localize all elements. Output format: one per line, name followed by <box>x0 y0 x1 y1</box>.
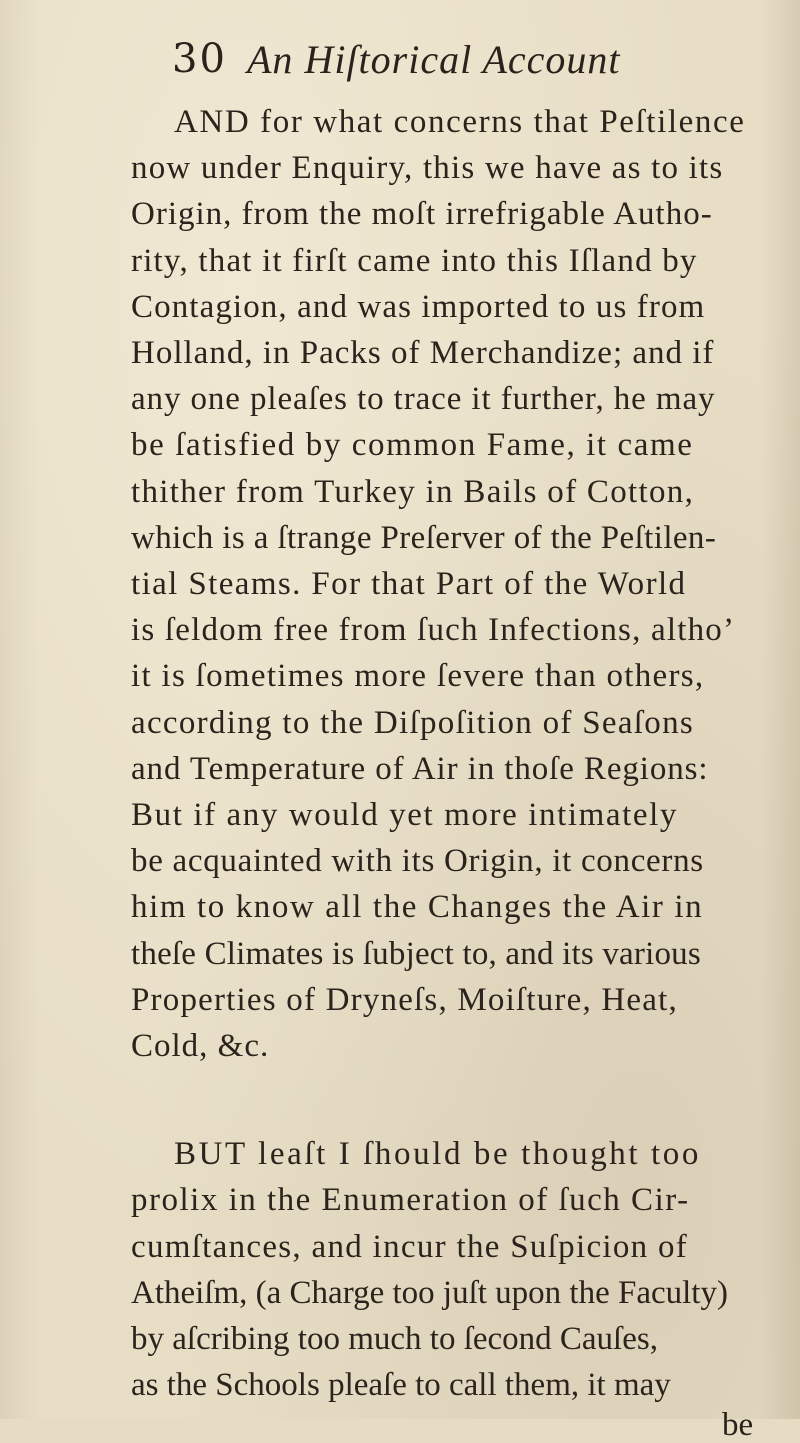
text-line: theſe Climates is ſubject to, and its various <box>131 935 701 972</box>
text-line: Atheiſm, (a Charge too juſt upon the Faculty) <box>131 1274 728 1311</box>
running-head: An Hiſtorical Account <box>247 37 621 82</box>
text-line: it is ſometimes more ſevere than others, <box>131 658 705 695</box>
text-line: be ſatisfied by common Fame, it came <box>131 427 694 464</box>
text-line: Properties of Dryneſs, Moiſture, Heat, <box>131 981 678 1018</box>
text-line: and Temperature of Air in thoſe Regions: <box>131 750 709 787</box>
text-line: now under Enquiry, this we have as to its <box>131 150 724 187</box>
text-line: any one pleaſes to trace it further, he may <box>131 381 716 418</box>
text-line: rity, that it firſt came into this Iſland by <box>131 242 698 279</box>
text-line: thither from Turkey in Bails of Cotton, <box>131 473 695 510</box>
text-line: tial Steams. For that Part of the World <box>131 566 687 602</box>
catchword: be <box>722 1407 754 1443</box>
text-line: prolix in the Enumeration of ſuch Cir- <box>131 1182 690 1219</box>
text-line: is ſeldom free from ſuch Infections, altho’ <box>131 612 736 649</box>
text-line: Origin, from the moſt irrefrigable Autho- <box>131 196 713 233</box>
text-line: Cold, &c. <box>131 1028 270 1064</box>
text-line: Contagion, and was imported to us from <box>131 288 706 325</box>
text-line: cumſtances, and incur the Suſpicion of <box>131 1228 689 1265</box>
text-line: by aſcribing too much to ſecond Cauſes, <box>131 1321 658 1357</box>
text-line <box>174 106 759 139</box>
text-line: as the Schools pleaſe to call them, it may <box>131 1367 671 1404</box>
text-line: which is a ſtrange Preſerver of the Peſtilen- <box>131 519 717 556</box>
text-line: Holland, in Packs of Merchandize; and if <box>131 335 715 371</box>
page-number: 30 <box>172 36 227 82</box>
text-line: according to the Diſpoſition of Seaſons <box>131 704 695 741</box>
text-line: him to know all the Changes the Air in <box>131 889 704 926</box>
text-line-content: AND for what concerns that Peſtilence <box>174 104 746 140</box>
text-line: BUT leaſt I ſhould be thought too <box>174 1136 701 1173</box>
text-line: be acquainted with its Origin, it concerns <box>131 843 704 880</box>
text-line: But if any would yet more intimately <box>131 797 679 833</box>
